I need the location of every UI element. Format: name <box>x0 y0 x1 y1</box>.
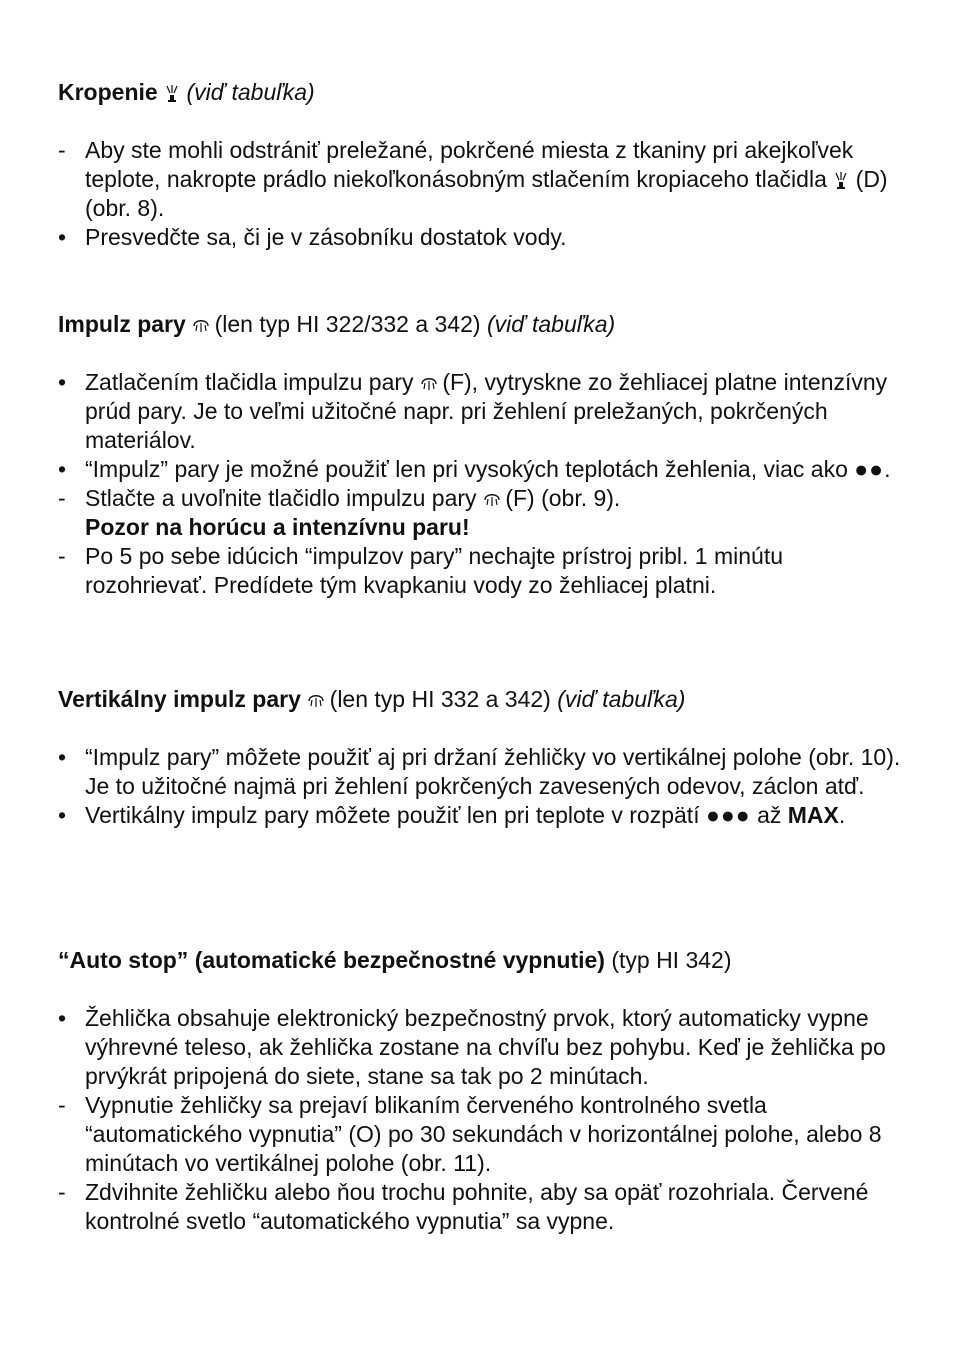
section-title-steam-shot <box>58 310 908 339</box>
list-marker: - <box>58 485 66 511</box>
list-item-end: . <box>884 456 891 482</box>
vertical-ref: (viď tabuľka) <box>557 686 686 712</box>
list-item <box>58 1004 908 1091</box>
section-title-spray <box>58 78 908 107</box>
list-marker: - <box>58 1092 66 1118</box>
steam-shot-icon <box>307 690 323 710</box>
spray-list <box>58 136 908 252</box>
list-marker: - <box>58 137 66 163</box>
list-item <box>58 484 908 542</box>
section-auto-stop <box>58 946 908 1236</box>
list-marker: • <box>58 1005 67 1031</box>
list-marker: - <box>58 543 66 569</box>
temperature-dots: ●● <box>854 456 885 482</box>
section-title-auto-stop <box>58 946 908 975</box>
list-item <box>58 368 908 455</box>
spray-icon <box>164 83 180 103</box>
steam-shot-icon <box>420 373 436 393</box>
steam-shot-title: Impulz pary <box>58 311 186 337</box>
auto-stop-subtitle: (typ HI 342) <box>611 947 732 973</box>
section-title-vertical-steam <box>58 685 908 714</box>
vertical-subtitle: (len typ HI 332 a 342) <box>329 686 551 712</box>
list-item <box>58 223 908 252</box>
steam-shot-ref: (viď tabuľka) <box>486 311 616 337</box>
list-item-text: Žehlička obsahuje elektronický bezpečnostný prvok, ktorý automaticky vypne výhrevné teleso, ak žehlička zostane na chvíľu bez pohybu. Keď je žehlička po prvýkrát pripojená do siete, stane sa tak po 2 minútach. <box>85 1005 886 1089</box>
auto-stop-list <box>58 1004 908 1236</box>
list-item-text: Zdvihnite žehličku alebo ňou trochu pohnite, aby sa opäť rozohriala. Červené kontrolné svetlo “automatického vypnutia” sa vypne. <box>85 1179 869 1234</box>
warning-text: Pozor na horúcu a intenzívnu paru! <box>85 514 470 540</box>
list-item <box>58 1091 908 1178</box>
steam-shot-icon <box>483 489 499 509</box>
section-spray <box>58 78 908 252</box>
list-marker: • <box>58 456 67 482</box>
list-item <box>58 136 908 223</box>
list-item-mid: až <box>757 802 782 828</box>
list-item-text: Stlačte a uvoľnite tlačidlo impulzu pary <box>85 485 477 511</box>
section-steam-shot <box>58 310 908 600</box>
list-item-text: Vypnutie žehličky sa prejaví blikaním červeného kontrolného svetla “automatického vypnutia” (O) po 30 sekundách v horizontálnej polohe, alebo 8 minútach vo vertikálnej polohe (obr. 11). <box>85 1092 882 1176</box>
list-item-end: . <box>838 802 846 828</box>
list-marker: • <box>58 224 67 250</box>
spray-ref: (viď tabuľka) <box>186 79 315 105</box>
list-marker: • <box>58 369 67 395</box>
list-item <box>58 801 908 830</box>
list-item-text: Po 5 po sebe idúcich “impulzov pary” nechajte prístroj pribl. 1 minútu rozohrievať. Predídete tým kvapkaniu vody zo žehliacej platni. <box>85 543 784 598</box>
list-item-text: Zatlačením tlačidla impulzu pary <box>85 369 414 395</box>
max-label: MAX <box>787 802 839 828</box>
steam-shot-icon <box>192 315 208 335</box>
list-item <box>58 743 908 801</box>
list-item-text: “Impulz” pary je možné použiť len pri vysokých teplotách žehlenia, viac ako <box>85 456 848 482</box>
list-item <box>58 455 908 484</box>
list-marker: • <box>58 802 67 828</box>
list-item-text-end: (F) (obr. 9). <box>505 485 621 511</box>
list-item <box>58 1178 908 1236</box>
steam-shot-list <box>58 368 908 600</box>
list-marker: • <box>58 744 67 770</box>
section-vertical-steam <box>58 685 908 830</box>
spray-icon <box>833 170 849 190</box>
vertical-list <box>58 743 908 830</box>
list-item-text: “Impulz pary” môžete použiť aj pri držaní žehličky vo vertikálnej polohe (obr. 10). Je to užitočné najmä pri žehlení pokrčených zavesených odevov, záclon atď. <box>85 744 901 799</box>
auto-stop-title: “Auto stop” (automatické bezpečnostné vypnutie) <box>58 947 605 973</box>
spray-title: Kropenie <box>58 79 158 105</box>
vertical-title: Vertikálny impulz pary <box>58 686 301 712</box>
list-item-text-end: (F), vytryskne zo žehliacej platne intenzívny prúd pary. Je to veľmi užitočné napr. pri žehlení preležaných, pokrčených materiálov. <box>85 369 888 453</box>
list-marker: - <box>58 1179 66 1205</box>
temperature-dots: ●●● <box>705 802 751 828</box>
list-item-text: Vertikálny impulz pary môžete použiť len pri teplote v rozpätí <box>85 802 700 828</box>
list-item-text: Presvedčte sa, či je v zásobníku dostatok vody. <box>85 224 567 250</box>
list-item-text: Aby ste mohli odstrániť preležané, pokrčené miesta z tkaniny pri akejkoľvek teplote, nakropte prádlo niekoľkonásobným stlačením kropiaceho tlačidla <box>85 137 854 192</box>
list-item-text-end: (D) (obr. 8). <box>85 166 888 221</box>
steam-shot-subtitle: (len typ HI 322/332 a 342) <box>214 311 481 337</box>
list-item <box>58 542 908 600</box>
